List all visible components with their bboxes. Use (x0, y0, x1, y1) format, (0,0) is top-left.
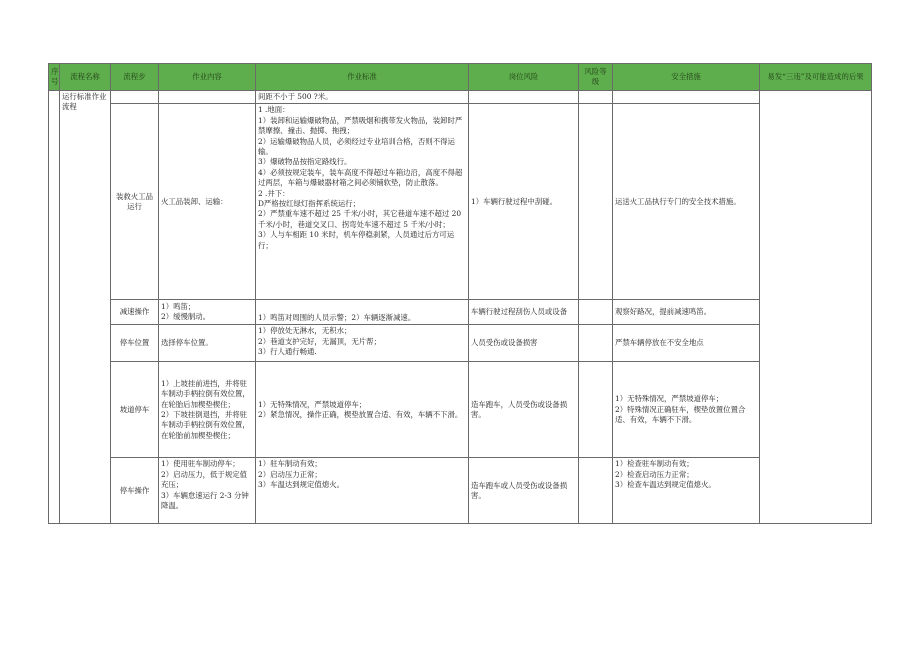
header-measures: 安全措施 (613, 64, 760, 91)
header-risk: 岗位风险 (469, 64, 579, 91)
seq-cell (49, 91, 60, 524)
table-row (49, 300, 872, 325)
level-cell (579, 458, 613, 524)
standard-cell (256, 300, 469, 325)
table-row (49, 362, 872, 458)
risk-cell (469, 91, 579, 104)
content-cell: 选择停车位置。 (159, 325, 256, 362)
risk-procedure-table-sheet (48, 63, 871, 542)
risk-cell: 人员受伤或设备损害 (469, 325, 579, 362)
consequence-cell (760, 91, 872, 524)
standard-line: 2）运输爆破物品人员，必须经过专业培训合格，否则不得运输。 (258, 136, 455, 157)
standard-line: 1）无特殊情况，严禁坡道停车； (258, 399, 367, 409)
step-cell: 停车操作 (111, 458, 159, 524)
procedure-table (48, 63, 872, 524)
level-cell (579, 362, 613, 458)
standard-line: 1）停放处无淋水，无积水； (258, 326, 352, 336)
measures-cell: 运送火工品执行专门的安全技术措施。 (613, 104, 760, 300)
measures-cell: 严禁车辆停放在不安全地点 (613, 325, 760, 362)
standard-cell (256, 91, 469, 104)
standard-line: 2）巷道支护完好，无漏顶，无片帮； (258, 336, 381, 346)
standard-cell (256, 104, 469, 300)
process-name-cell: 运行标准作业流程 (60, 91, 111, 524)
standard-line: 3）车温达到规定值熄火。 (258, 480, 345, 490)
step-cell: 装救火工品运行 (111, 104, 159, 300)
content-cell: 1）上坡挂前进挡，并将驻车制动手柄拉倒有效位置，在轮胎后加楔垫楔住； 2）下坡挂倒退挡，并将驻车制动手柄拉倒有效位置，在轮胎前加楔垫楔住； (159, 362, 256, 458)
step-cell (111, 91, 159, 104)
standard-line: 2）严禁重车速不超过 25 千米/小时，其它巷道车速不超过 20 千米/小时，巷道交叉口、拐弯处车速不超过 5 千米/小时； (258, 209, 462, 229)
table-row (49, 91, 872, 104)
standard-line: 1）驻车制动有效； (258, 459, 322, 469)
step-cell: 停车位置 (111, 325, 159, 362)
content-cell (159, 91, 256, 104)
measures-cell: 1）无特殊情况，严禁坡道停车； 2）特殊情况正确驻车，楔垫放置位置合适、有效，车辆不下滑。 (613, 362, 760, 458)
header-standard: 作业标准 (256, 64, 469, 91)
standard-line: 2）启动压力正常； (258, 469, 322, 479)
standard-line: 3）人与车相距 10 米时，机车停稳刹紧，人员通过后方可运行； (258, 230, 455, 250)
standard-line: 1 .地面： (258, 105, 290, 115)
standard-line: 1）装卸和运输爆破物品，严禁吸烟和携带发火物品，装卸时严禁摩擦、撞击、抛掷、拖拽； (258, 115, 463, 136)
measures-cell: 1）检查驻车制动有效； 2）检查启动压力正常； 3）检查车温达到规定值熄火。 (613, 458, 760, 524)
risk-cell: 造车跑车或人员受伤或设备损害。 (469, 458, 579, 524)
standard-line: 2 .井下： (258, 188, 290, 198)
content-cell: 1）使用驻车制动停车； 2）启动压力，低于规定值充压； 3）车辆怠速运行 2-3 分钟降温。 (159, 458, 256, 524)
header-process-name: 流程名称 (60, 64, 111, 91)
header-level: 风险等级 (579, 64, 613, 91)
measures-cell (613, 91, 760, 104)
measures-cell: 观察好路况，提前减速鸣笛。 (613, 300, 760, 325)
standard-cell (256, 458, 469, 524)
table-row (49, 104, 872, 300)
standard-line: 间距不小于 500 ?米。 (258, 92, 333, 101)
standard-line: 3）行人通行畅通. (258, 347, 317, 357)
table-row (49, 325, 872, 362)
header-content: 作业内容 (159, 64, 256, 91)
level-cell (579, 91, 613, 104)
standard-line: 4）必须按规定装车，装车高度不得超过车箱边沿，高度不得超过两层，车箱与爆破器材箱之间必须铺软垫，防止散落。 (258, 167, 463, 188)
step-cell: 减速操作 (111, 300, 159, 325)
risk-cell: 1）车辆行驶过程中刮碰。 (469, 104, 579, 300)
header-row (49, 64, 872, 91)
level-cell (579, 300, 613, 325)
standard-line: 2）紧急情况，操作正确，楔垫放置合适、有效，车辆不下滑。 (258, 409, 463, 419)
standard-cell (256, 325, 469, 362)
level-cell (579, 325, 613, 362)
standard-line: 1）鸣笛对周围的人员示警；2）车辆逐渐减速。 (258, 313, 416, 322)
table-row (49, 458, 872, 524)
content-cell: 火工品装卸、运输： (159, 104, 256, 300)
header-seq: 序号 (49, 64, 60, 91)
content-cell: 1）鸣笛； 2）缓慢制动。 (159, 300, 256, 325)
risk-cell: 车辆行驶过程刮伤人员或设备 (469, 300, 579, 325)
standard-line: 3）爆破物品按指定路线行。 (258, 157, 352, 167)
standard-cell (256, 362, 469, 458)
standard-line: D严格按红绿灯指挥系统运行； (258, 199, 361, 209)
header-consequence: 易发“三违”及可能造成的后果 (760, 64, 872, 91)
step-cell: 坡道停车 (111, 362, 159, 458)
level-cell (579, 104, 613, 300)
header-step: 流程步 (111, 64, 159, 91)
risk-cell: 造车跑车，人员受伤或设备损害。 (469, 362, 579, 458)
